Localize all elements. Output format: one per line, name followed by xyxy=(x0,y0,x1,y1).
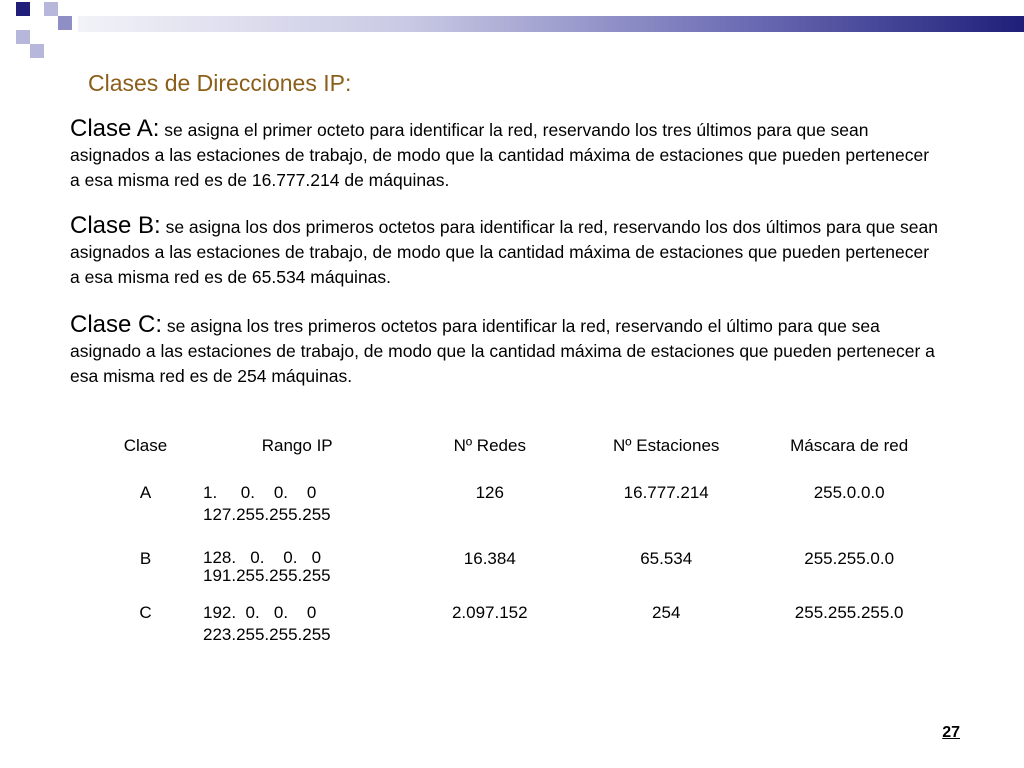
cell-value: 255.255.255.0 xyxy=(794,603,904,622)
header-gradient-bar xyxy=(78,16,1024,32)
paragraph-heading: Clase B: xyxy=(70,212,161,239)
column-header-n-estaciones: Nº Estaciones xyxy=(613,436,720,455)
cell-value: 16.384 xyxy=(463,549,516,568)
cell-value: 255.255.0.0 xyxy=(804,549,895,568)
page-number: 27 xyxy=(942,724,960,741)
range-end: 223.255.255.255 xyxy=(202,625,331,644)
cell-clase xyxy=(96,602,195,656)
decorative-square xyxy=(44,2,58,16)
ip-classes-table xyxy=(96,436,946,656)
table-row xyxy=(96,482,946,548)
table-header-row xyxy=(96,436,946,482)
table-row xyxy=(96,548,946,602)
cell-mascara xyxy=(752,602,946,656)
cell-value: 16.777.214 xyxy=(623,483,709,502)
cell-rango xyxy=(195,602,399,656)
cell-estaciones xyxy=(580,548,752,602)
cell-mascara xyxy=(752,482,946,548)
cell-rango xyxy=(195,482,399,548)
cell-redes xyxy=(399,548,580,602)
cell-value: A xyxy=(139,483,152,502)
range-start: 1. 0. 0. 0 xyxy=(202,483,317,502)
cell-value: 126 xyxy=(475,483,504,502)
table-row xyxy=(96,602,946,656)
column-header-rango-ip: Rango IP xyxy=(261,436,333,455)
cell-rango xyxy=(195,548,399,602)
cell-clase xyxy=(96,482,195,548)
cell-value: 254 xyxy=(652,603,681,622)
decorative-square xyxy=(58,16,72,30)
cell-value: 2.097.152 xyxy=(451,603,528,622)
cell-estaciones xyxy=(580,482,752,548)
paragraph-clase-b xyxy=(70,213,940,290)
cell-value: B xyxy=(139,549,152,568)
range-start: 192. 0. 0. 0 xyxy=(202,603,317,622)
decorative-square xyxy=(30,44,44,58)
paragraph-body: se asigna el primer octeto para identificar la red, reservando los tres últimos para que sean asignados a las estaciones de trabajo, de modo que la cantidad máxima de estaciones que pueden pertenecer a esa misma red es de 16.777.214 de máquinas. xyxy=(70,120,930,190)
range-end: 127.255.255.255 xyxy=(202,505,331,524)
cell-estaciones xyxy=(580,602,752,656)
cell-value: 65.534 xyxy=(640,549,693,568)
cell-mascara xyxy=(752,548,946,602)
cell-redes xyxy=(399,602,580,656)
paragraph-heading: Clase C: xyxy=(70,311,163,338)
slide-title: Clases de Direcciones IP: xyxy=(88,70,352,96)
cell-value: C xyxy=(139,603,152,622)
column-header-mascara: Máscara de red xyxy=(790,436,909,455)
paragraph-clase-c xyxy=(70,312,940,389)
cell-clase xyxy=(96,548,195,602)
range-start: 128. 0. 0. 0 xyxy=(202,548,322,567)
column-header-n-redes: Nº Redes xyxy=(453,436,526,455)
decorative-square xyxy=(16,2,30,16)
cell-redes xyxy=(399,482,580,548)
paragraph-clase-a xyxy=(70,116,940,193)
decorative-square xyxy=(16,30,30,44)
paragraph-heading: Clase A: xyxy=(70,115,160,142)
paragraph-body: se asigna los dos primeros octetos para identificar la red, reservando los dos últimos para que sean asignados a las estaciones de trabajo, de modo que la cantidad máxima de estaciones que pueden pertenecer a esa misma red es de 65.534 máquinas. xyxy=(70,217,938,287)
range-end: 191.255.255.255 xyxy=(202,566,331,585)
paragraph-body: se asigna los tres primeros octetos para identificar la red, reservando el último para que sea asignado a las estaciones de trabajo, de modo que la cantidad máxima de estaciones que pueden pertenecer a esa misma red es de 254 máquinas. xyxy=(70,316,935,386)
column-header-clase: Clase xyxy=(123,436,168,455)
cell-value: 255.0.0.0 xyxy=(813,483,885,502)
